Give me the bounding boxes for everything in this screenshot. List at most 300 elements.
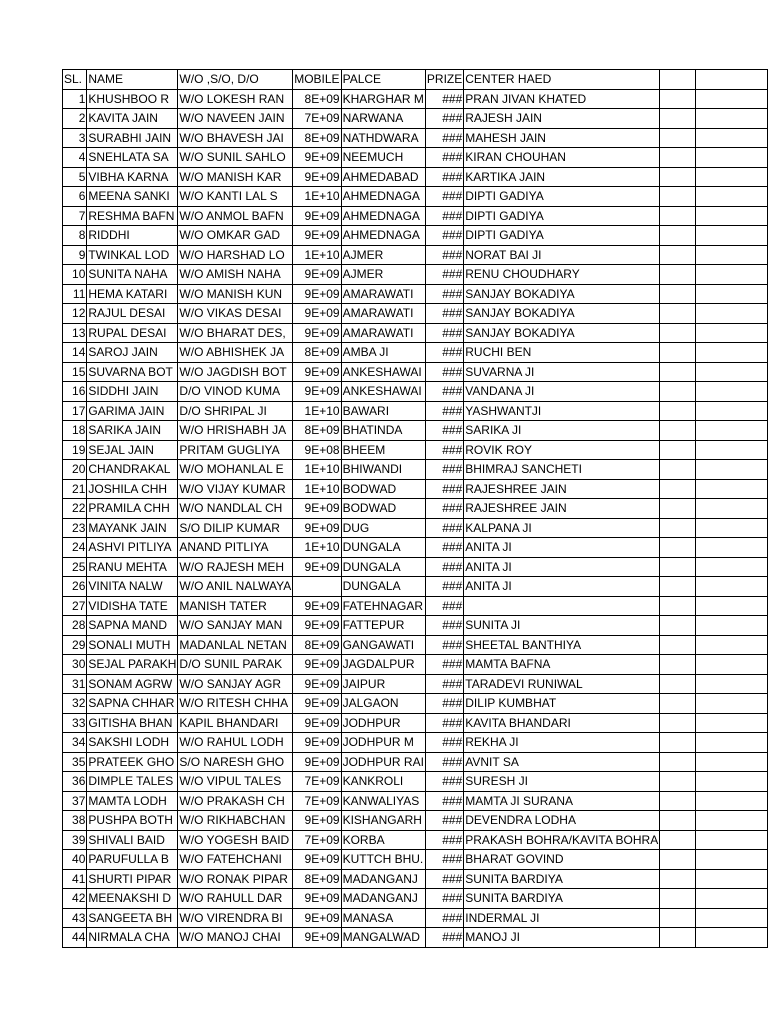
cell-empty-2[interactable]	[696, 908, 768, 928]
cell-center-head[interactable]: ANITA JI	[464, 538, 660, 558]
cell-relation[interactable]: W/O NAVEEN JAIN	[178, 109, 293, 129]
cell-center-head[interactable]: SUNITA BARDIYA	[464, 869, 660, 889]
cell-prize[interactable]: ###	[425, 206, 463, 226]
cell-sl[interactable]: 38	[63, 811, 87, 831]
cell-relation[interactable]: W/O OMKAR GAD	[178, 226, 293, 246]
cell-prize[interactable]: ###	[425, 323, 463, 343]
cell-mobile[interactable]: 7E+09	[293, 772, 341, 792]
cell-empty-1[interactable]	[660, 596, 696, 616]
cell-relation[interactable]: W/O SANJAY AGR	[178, 674, 293, 694]
cell-mobile[interactable]: 8E+09	[293, 635, 341, 655]
cell-place[interactable]: JALGAON	[341, 694, 425, 714]
cell-mobile[interactable]: 9E+09	[293, 752, 341, 772]
cell-prize[interactable]: ###	[425, 811, 463, 831]
cell-relation[interactable]: W/O AMISH NAHA	[178, 265, 293, 285]
cell-sl[interactable]: 1	[63, 89, 87, 109]
cell-name[interactable]: ASHVI PITLIYA	[87, 538, 178, 558]
header-cell-empty-1[interactable]	[660, 70, 696, 90]
cell-sl[interactable]: 28	[63, 616, 87, 636]
cell-empty-2[interactable]	[696, 382, 768, 402]
cell-center-head[interactable]: PRAN JIVAN KHATED	[464, 89, 660, 109]
cell-empty-1[interactable]	[660, 577, 696, 597]
cell-mobile[interactable]: 9E+09	[293, 382, 341, 402]
cell-sl[interactable]: 9	[63, 245, 87, 265]
cell-prize[interactable]: ###	[425, 89, 463, 109]
header-cell-place[interactable]: PALCE	[341, 70, 425, 90]
cell-name[interactable]: PARUFULLA B	[87, 850, 178, 870]
cell-relation[interactable]: W/O RIKHABCHAN	[178, 811, 293, 831]
cell-center-head[interactable]: DIPTI GADIYA	[464, 226, 660, 246]
cell-prize[interactable]: ###	[425, 694, 463, 714]
cell-relation[interactable]: W/O VIRENDRA BI	[178, 908, 293, 928]
cell-place[interactable]: KANWALIYAS	[341, 791, 425, 811]
cell-prize[interactable]: ###	[425, 401, 463, 421]
cell-relation[interactable]: W/O HARSHAD LO	[178, 245, 293, 265]
cell-name[interactable]: MAYANK JAIN	[87, 518, 178, 538]
header-cell-name[interactable]: NAME	[87, 70, 178, 90]
cell-place[interactable]: AMBA JI	[341, 343, 425, 363]
cell-place[interactable]: DUNGALA	[341, 577, 425, 597]
cell-sl[interactable]: 25	[63, 557, 87, 577]
cell-mobile[interactable]: 9E+09	[293, 850, 341, 870]
cell-relation[interactable]: W/O HRISHABH JA	[178, 421, 293, 441]
cell-place[interactable]: AJMER	[341, 245, 425, 265]
cell-prize[interactable]: ###	[425, 460, 463, 480]
cell-empty-2[interactable]	[696, 323, 768, 343]
cell-center-head[interactable]: SURESH JI	[464, 772, 660, 792]
cell-empty-2[interactable]	[696, 772, 768, 792]
cell-sl[interactable]: 19	[63, 440, 87, 460]
cell-empty-2[interactable]	[696, 226, 768, 246]
cell-sl[interactable]: 44	[63, 928, 87, 948]
cell-place[interactable]: AHMEDNAGA	[341, 226, 425, 246]
cell-empty-1[interactable]	[660, 479, 696, 499]
cell-empty-1[interactable]	[660, 830, 696, 850]
cell-sl[interactable]: 5	[63, 167, 87, 187]
cell-empty-1[interactable]	[660, 128, 696, 148]
cell-empty-1[interactable]	[660, 538, 696, 558]
cell-center-head[interactable]: RAJESHREE JAIN	[464, 499, 660, 519]
cell-prize[interactable]: ###	[425, 557, 463, 577]
cell-center-head[interactable]: PRAKASH BOHRA/KAVITA BOHRA	[464, 830, 660, 850]
cell-empty-1[interactable]	[660, 752, 696, 772]
cell-prize[interactable]: ###	[425, 772, 463, 792]
cell-center-head[interactable]: VANDANA JI	[464, 382, 660, 402]
cell-empty-2[interactable]	[696, 811, 768, 831]
cell-prize[interactable]: ###	[425, 830, 463, 850]
cell-empty-2[interactable]	[696, 109, 768, 129]
cell-place[interactable]: ANKESHAWAI	[341, 382, 425, 402]
cell-place[interactable]: AJMER	[341, 265, 425, 285]
cell-sl[interactable]: 31	[63, 674, 87, 694]
cell-relation[interactable]: W/O NANDLAL CH	[178, 499, 293, 519]
cell-place[interactable]: BHIWANDI	[341, 460, 425, 480]
cell-mobile[interactable]: 8E+09	[293, 128, 341, 148]
cell-relation[interactable]: W/O RAJESH MEH	[178, 557, 293, 577]
cell-mobile[interactable]: 9E+09	[293, 928, 341, 948]
cell-sl[interactable]: 41	[63, 869, 87, 889]
cell-empty-1[interactable]	[660, 304, 696, 324]
cell-empty-1[interactable]	[660, 889, 696, 909]
cell-name[interactable]: MAMTA LODH	[87, 791, 178, 811]
cell-empty-2[interactable]	[696, 421, 768, 441]
cell-name[interactable]: SNEHLATA SA	[87, 148, 178, 168]
cell-prize[interactable]: ###	[425, 655, 463, 675]
cell-sl[interactable]: 16	[63, 382, 87, 402]
cell-place[interactable]: BODWAD	[341, 499, 425, 519]
cell-name[interactable]: RESHMA BAFN	[87, 206, 178, 226]
cell-center-head[interactable]: RUCHI BEN	[464, 343, 660, 363]
cell-relation[interactable]: W/O KANTI LAL S	[178, 187, 293, 207]
cell-relation[interactable]: S/O DILIP KUMAR	[178, 518, 293, 538]
cell-place[interactable]: JODHPUR M	[341, 733, 425, 753]
cell-name[interactable]: SUVARNA BOT	[87, 362, 178, 382]
cell-empty-2[interactable]	[696, 733, 768, 753]
cell-sl[interactable]: 7	[63, 206, 87, 226]
cell-relation[interactable]: W/O VIJAY KUMAR	[178, 479, 293, 499]
cell-prize[interactable]: ###	[425, 479, 463, 499]
cell-center-head[interactable]: BHARAT GOVIND	[464, 850, 660, 870]
cell-place[interactable]: MADANGANJ	[341, 869, 425, 889]
cell-center-head[interactable]: SANJAY BOKADIYA	[464, 304, 660, 324]
cell-empty-1[interactable]	[660, 557, 696, 577]
cell-name[interactable]: SEJAL PARAKH	[87, 655, 178, 675]
cell-prize[interactable]: ###	[425, 752, 463, 772]
header-cell-empty-2[interactable]	[696, 70, 768, 90]
cell-empty-1[interactable]	[660, 401, 696, 421]
cell-name[interactable]: KAVITA JAIN	[87, 109, 178, 129]
cell-place[interactable]: KISHANGARH	[341, 811, 425, 831]
header-cell-relation[interactable]: W/O ,S/O, D/O	[178, 70, 293, 90]
cell-name[interactable]: SAPNA CHHAR	[87, 694, 178, 714]
cell-center-head[interactable]: YASHWANTJI	[464, 401, 660, 421]
cell-empty-1[interactable]	[660, 421, 696, 441]
cell-name[interactable]: SANGEETA BH	[87, 908, 178, 928]
cell-sl[interactable]: 36	[63, 772, 87, 792]
cell-mobile[interactable]: 9E+09	[293, 265, 341, 285]
cell-place[interactable]: ANKESHAWAI	[341, 362, 425, 382]
cell-relation[interactable]: ANAND PITLIYA	[178, 538, 293, 558]
cell-place[interactable]: FATTEPUR	[341, 616, 425, 636]
cell-name[interactable]: SUNITA NAHA	[87, 265, 178, 285]
cell-center-head[interactable]: DEVENDRA LODHA	[464, 811, 660, 831]
cell-center-head[interactable]: RENU CHOUDHARY	[464, 265, 660, 285]
cell-mobile[interactable]	[293, 577, 341, 597]
cell-mobile[interactable]: 1E+10	[293, 479, 341, 499]
cell-relation[interactable]: W/O RAHUL LODH	[178, 733, 293, 753]
cell-place[interactable]: KORBA	[341, 830, 425, 850]
cell-sl[interactable]: 42	[63, 889, 87, 909]
cell-sl[interactable]: 39	[63, 830, 87, 850]
cell-mobile[interactable]: 7E+09	[293, 109, 341, 129]
cell-place[interactable]: AHMEDABAD	[341, 167, 425, 187]
cell-empty-1[interactable]	[660, 869, 696, 889]
cell-empty-1[interactable]	[660, 791, 696, 811]
cell-prize[interactable]: ###	[425, 343, 463, 363]
cell-relation[interactable]: W/O RONAK PIPAR	[178, 869, 293, 889]
cell-center-head[interactable]: RAJESHREE JAIN	[464, 479, 660, 499]
cell-name[interactable]: JOSHILA CHH	[87, 479, 178, 499]
cell-name[interactable]: RANU MEHTA	[87, 557, 178, 577]
cell-prize[interactable]: ###	[425, 928, 463, 948]
cell-relation[interactable]: W/O SUNIL SAHLO	[178, 148, 293, 168]
cell-name[interactable]: HEMA KATARI	[87, 284, 178, 304]
cell-empty-1[interactable]	[660, 811, 696, 831]
cell-relation[interactable]: W/O ANMOL BAFN	[178, 206, 293, 226]
cell-name[interactable]: SONALI MUTH	[87, 635, 178, 655]
cell-mobile[interactable]: 9E+09	[293, 733, 341, 753]
cell-place[interactable]: MANASA	[341, 908, 425, 928]
header-cell-mobile[interactable]: MOBILE	[293, 70, 341, 90]
cell-mobile[interactable]: 9E+08	[293, 440, 341, 460]
cell-place[interactable]: AMARAWATI	[341, 304, 425, 324]
cell-empty-2[interactable]	[696, 89, 768, 109]
cell-place[interactable]: AMARAWATI	[341, 284, 425, 304]
cell-mobile[interactable]: 9E+09	[293, 908, 341, 928]
cell-empty-1[interactable]	[660, 733, 696, 753]
cell-empty-2[interactable]	[696, 128, 768, 148]
cell-name[interactable]: CHANDRAKAL	[87, 460, 178, 480]
cell-place[interactable]: GANGAWATI	[341, 635, 425, 655]
cell-center-head[interactable]: KAVITA BHANDARI	[464, 713, 660, 733]
cell-center-head[interactable]: SUNITA JI	[464, 616, 660, 636]
cell-prize[interactable]: ###	[425, 499, 463, 519]
cell-mobile[interactable]: 9E+09	[293, 811, 341, 831]
cell-prize[interactable]: ###	[425, 596, 463, 616]
cell-prize[interactable]: ###	[425, 109, 463, 129]
cell-relation[interactable]: W/O SANJAY MAN	[178, 616, 293, 636]
cell-place[interactable]: DUNGALA	[341, 538, 425, 558]
cell-relation[interactable]: W/O MANISH KAR	[178, 167, 293, 187]
cell-sl[interactable]: 15	[63, 362, 87, 382]
cell-empty-2[interactable]	[696, 791, 768, 811]
cell-mobile[interactable]: 9E+09	[293, 206, 341, 226]
cell-relation[interactable]: W/O YOGESH BAID	[178, 830, 293, 850]
cell-name[interactable]: VIDISHA TATE	[87, 596, 178, 616]
cell-sl[interactable]: 29	[63, 635, 87, 655]
cell-prize[interactable]: ###	[425, 713, 463, 733]
cell-center-head[interactable]: DILIP KUMBHAT	[464, 694, 660, 714]
cell-mobile[interactable]: 1E+10	[293, 245, 341, 265]
cell-mobile[interactable]: 9E+09	[293, 557, 341, 577]
cell-mobile[interactable]: 9E+09	[293, 304, 341, 324]
cell-empty-2[interactable]	[696, 148, 768, 168]
cell-mobile[interactable]: 9E+09	[293, 713, 341, 733]
cell-name[interactable]: MEENA SANKI	[87, 187, 178, 207]
cell-name[interactable]: SURABHI JAIN	[87, 128, 178, 148]
cell-prize[interactable]: ###	[425, 128, 463, 148]
cell-name[interactable]: SONAM AGRW	[87, 674, 178, 694]
cell-prize[interactable]: ###	[425, 265, 463, 285]
cell-empty-2[interactable]	[696, 187, 768, 207]
cell-prize[interactable]: ###	[425, 869, 463, 889]
cell-relation[interactable]: MADANLAL NETAN	[178, 635, 293, 655]
cell-empty-2[interactable]	[696, 752, 768, 772]
cell-name[interactable]: NIRMALA CHA	[87, 928, 178, 948]
cell-center-head[interactable]: KIRAN CHOUHAN	[464, 148, 660, 168]
cell-place[interactable]: FATEHNAGAR	[341, 596, 425, 616]
cell-name[interactable]: GITISHA BHAN	[87, 713, 178, 733]
cell-name[interactable]: PRAMILA CHH	[87, 499, 178, 519]
header-cell-prize[interactable]: PRIZE	[425, 70, 463, 90]
cell-relation[interactable]: PRITAM GUGLIYA	[178, 440, 293, 460]
cell-place[interactable]: AHMEDNAGA	[341, 206, 425, 226]
cell-sl[interactable]: 40	[63, 850, 87, 870]
cell-center-head[interactable]: BHIMRAJ SANCHETI	[464, 460, 660, 480]
cell-name[interactable]: SARIKA JAIN	[87, 421, 178, 441]
cell-empty-1[interactable]	[660, 226, 696, 246]
cell-empty-2[interactable]	[696, 167, 768, 187]
cell-relation[interactable]: D/O VINOD KUMA	[178, 382, 293, 402]
cell-mobile[interactable]: 9E+09	[293, 323, 341, 343]
cell-mobile[interactable]: 9E+09	[293, 518, 341, 538]
cell-relation[interactable]: W/O BHAVESH JAI	[178, 128, 293, 148]
cell-empty-2[interactable]	[696, 304, 768, 324]
cell-empty-1[interactable]	[660, 284, 696, 304]
cell-empty-2[interactable]	[696, 499, 768, 519]
cell-sl[interactable]: 27	[63, 596, 87, 616]
cell-mobile[interactable]: 8E+09	[293, 869, 341, 889]
cell-sl[interactable]: 21	[63, 479, 87, 499]
cell-sl[interactable]: 32	[63, 694, 87, 714]
cell-mobile[interactable]: 1E+10	[293, 401, 341, 421]
cell-empty-2[interactable]	[696, 557, 768, 577]
cell-empty-2[interactable]	[696, 577, 768, 597]
cell-center-head[interactable]: SUNITA BARDIYA	[464, 889, 660, 909]
cell-center-head[interactable]: SUVARNA JI	[464, 362, 660, 382]
cell-place[interactable]: BAWARI	[341, 401, 425, 421]
cell-name[interactable]: TWINKAL LOD	[87, 245, 178, 265]
cell-mobile[interactable]: 9E+09	[293, 284, 341, 304]
cell-prize[interactable]: ###	[425, 635, 463, 655]
cell-sl[interactable]: 22	[63, 499, 87, 519]
cell-sl[interactable]: 34	[63, 733, 87, 753]
cell-center-head[interactable]: ANITA JI	[464, 557, 660, 577]
cell-empty-1[interactable]	[660, 772, 696, 792]
cell-place[interactable]: MANGALWAD	[341, 928, 425, 948]
cell-empty-2[interactable]	[696, 694, 768, 714]
cell-empty-2[interactable]	[696, 616, 768, 636]
cell-center-head[interactable]	[464, 596, 660, 616]
cell-center-head[interactable]: INDERMAL JI	[464, 908, 660, 928]
cell-mobile[interactable]: 9E+09	[293, 655, 341, 675]
cell-mobile[interactable]: 9E+09	[293, 148, 341, 168]
cell-name[interactable]: SAROJ JAIN	[87, 343, 178, 363]
cell-place[interactable]: DUNGALA	[341, 557, 425, 577]
cell-relation[interactable]: W/O MOHANLAL E	[178, 460, 293, 480]
cell-empty-2[interactable]	[696, 206, 768, 226]
cell-name[interactable]: MEENAKSHI D	[87, 889, 178, 909]
cell-sl[interactable]: 13	[63, 323, 87, 343]
cell-relation[interactable]: D/O SHRIPAL JI	[178, 401, 293, 421]
cell-mobile[interactable]: 9E+09	[293, 226, 341, 246]
cell-empty-1[interactable]	[660, 187, 696, 207]
cell-prize[interactable]: ###	[425, 733, 463, 753]
cell-relation[interactable]: D/O SUNIL PARAK	[178, 655, 293, 675]
cell-empty-1[interactable]	[660, 109, 696, 129]
cell-empty-1[interactable]	[660, 382, 696, 402]
cell-empty-1[interactable]	[660, 518, 696, 538]
cell-relation[interactable]: W/O RITESH CHHA	[178, 694, 293, 714]
cell-relation[interactable]: W/O PRAKASH CH	[178, 791, 293, 811]
cell-empty-2[interactable]	[696, 265, 768, 285]
cell-name[interactable]: KHUSHBOO R	[87, 89, 178, 109]
cell-mobile[interactable]: 8E+09	[293, 421, 341, 441]
cell-mobile[interactable]: 8E+09	[293, 343, 341, 363]
cell-empty-2[interactable]	[696, 869, 768, 889]
cell-empty-1[interactable]	[660, 265, 696, 285]
cell-mobile[interactable]: 9E+09	[293, 499, 341, 519]
cell-empty-1[interactable]	[660, 89, 696, 109]
cell-center-head[interactable]: SARIKA JI	[464, 421, 660, 441]
cell-name[interactable]: RUPAL DESAI	[87, 323, 178, 343]
cell-center-head[interactable]: MAHESH JAIN	[464, 128, 660, 148]
cell-place[interactable]: KUTTCH BHU.	[341, 850, 425, 870]
header-cell-center-head[interactable]: CENTER HAED	[464, 70, 660, 90]
cell-mobile[interactable]: 8E+09	[293, 89, 341, 109]
cell-prize[interactable]: ###	[425, 674, 463, 694]
cell-sl[interactable]: 2	[63, 109, 87, 129]
cell-mobile[interactable]: 7E+09	[293, 791, 341, 811]
cell-empty-2[interactable]	[696, 928, 768, 948]
cell-place[interactable]: BHEEM	[341, 440, 425, 460]
cell-empty-2[interactable]	[696, 655, 768, 675]
cell-sl[interactable]: 18	[63, 421, 87, 441]
cell-mobile[interactable]: 9E+09	[293, 362, 341, 382]
cell-empty-1[interactable]	[660, 694, 696, 714]
cell-sl[interactable]: 8	[63, 226, 87, 246]
cell-empty-1[interactable]	[660, 440, 696, 460]
cell-relation[interactable]: W/O ANIL NALWAYA	[178, 577, 293, 597]
cell-name[interactable]: RIDDHI	[87, 226, 178, 246]
cell-empty-2[interactable]	[696, 343, 768, 363]
cell-mobile[interactable]: 9E+09	[293, 889, 341, 909]
cell-empty-1[interactable]	[660, 206, 696, 226]
cell-name[interactable]: PRATEEK GHO	[87, 752, 178, 772]
cell-empty-1[interactable]	[660, 928, 696, 948]
cell-mobile[interactable]: 9E+09	[293, 596, 341, 616]
cell-relation[interactable]: W/O ABHISHEK JA	[178, 343, 293, 363]
cell-sl[interactable]: 6	[63, 187, 87, 207]
cell-center-head[interactable]: NORAT BAI JI	[464, 245, 660, 265]
cell-center-head[interactable]: TARADEVI RUNIWAL	[464, 674, 660, 694]
cell-center-head[interactable]: SANJAY BOKADIYA	[464, 284, 660, 304]
cell-name[interactable]: DIMPLE TALES	[87, 772, 178, 792]
cell-place[interactable]: DUG	[341, 518, 425, 538]
cell-relation[interactable]: W/O MANISH KUN	[178, 284, 293, 304]
cell-empty-2[interactable]	[696, 518, 768, 538]
cell-place[interactable]: JODHPUR	[341, 713, 425, 733]
cell-mobile[interactable]: 9E+09	[293, 674, 341, 694]
cell-prize[interactable]: ###	[425, 362, 463, 382]
cell-place[interactable]: BHATINDA	[341, 421, 425, 441]
cell-place[interactable]: AHMEDNAGA	[341, 187, 425, 207]
cell-empty-1[interactable]	[660, 245, 696, 265]
cell-empty-2[interactable]	[696, 596, 768, 616]
cell-relation[interactable]: W/O VIPUL TALES	[178, 772, 293, 792]
cell-empty-1[interactable]	[660, 167, 696, 187]
cell-mobile[interactable]: 1E+10	[293, 460, 341, 480]
cell-center-head[interactable]: SANJAY BOKADIYA	[464, 323, 660, 343]
cell-center-head[interactable]: SHEETAL BANTHIYA	[464, 635, 660, 655]
cell-empty-2[interactable]	[696, 284, 768, 304]
cell-empty-2[interactable]	[696, 674, 768, 694]
cell-empty-2[interactable]	[696, 245, 768, 265]
cell-center-head[interactable]: MANOJ JI	[464, 928, 660, 948]
cell-empty-1[interactable]	[660, 362, 696, 382]
cell-empty-1[interactable]	[660, 616, 696, 636]
cell-empty-1[interactable]	[660, 635, 696, 655]
